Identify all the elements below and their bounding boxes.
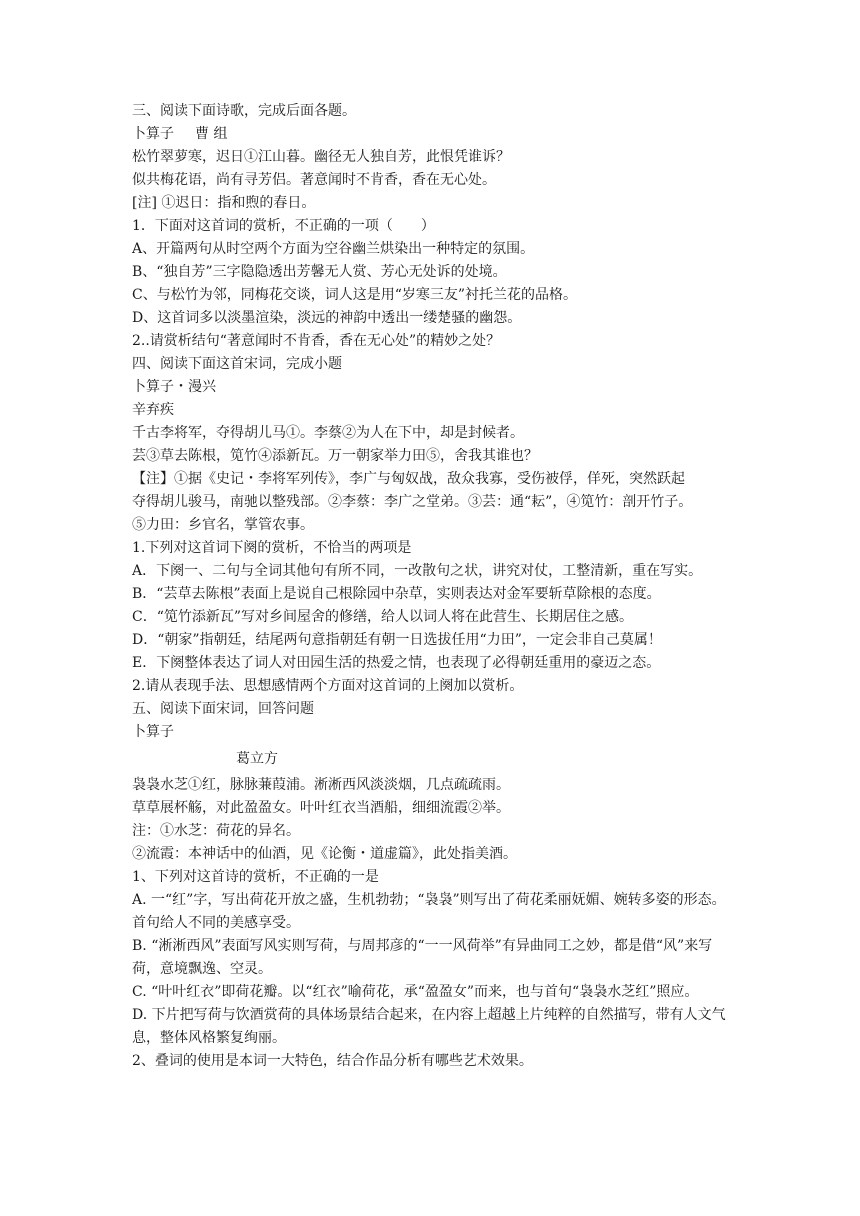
- section-3-q1-option-c: C、与松竹为邻，同梅花交谈，词人这是用“岁寒三友”衬托兰花的品格。: [132, 287, 578, 303]
- section-5-q1-option-b: B. “淅淅西风”表面写风实则写荷，与周邦彦的“一一风荷举”有异曲同工之妙，都是借“风”来写荷，意境飘逸、空灵。: [132, 938, 713, 977]
- section-4-note-line-3: ⑤力田：乡官名，掌管农事。: [132, 517, 314, 533]
- section-4-note-line-1: 【注】①据《史记・李将军列传》，李广与匈奴战，敌众我寡，受伤被俘，佯死，突然跃起: [132, 471, 685, 487]
- section-4-poem-line-1: 千古李将军，夺得胡儿马①。李蔡②为人在下中，却是封候者。: [132, 425, 524, 441]
- section-4-heading: 四、阅读下面这首宋词，完成小题: [132, 356, 342, 372]
- section-4-q1-option-e: E．下阕整体表达了词人对田园生活的热爱之情，也表现了必得朝廷重用的豪迈之态。: [132, 655, 661, 671]
- section-5-poem-line-1: 袅袅水芝①红，脉脉蒹葭浦。淅淅西风淡淡烟，几点疏疏雨。: [132, 777, 510, 793]
- section-3-q1-option-a: A、开篇两句从时空两个方面为空谷幽兰烘染出一种特定的氛围。: [132, 241, 535, 257]
- section-3-q2-stem: 2..请赏析结句“著意闻时不肯香，香在无心处”的精妙之处？: [132, 333, 501, 349]
- section-4-q1-option-a: A．下阕一、二句与全词其他句有所不同，一改散句之状，讲究对仗，工整清新，重在写实。: [132, 563, 703, 579]
- section-4-poem-line-2: 芸③草去陈根，笕竹④添新瓦。万一朝家举力田⑤，舍我其谁也？: [132, 448, 538, 464]
- section-4-poem-author: 辛弃疾: [132, 402, 174, 418]
- section-4-q1-stem: 1.下列对这首词下阕的赏析，不恰当的两项是: [132, 540, 412, 556]
- section-5-poem-author: 葛立方: [236, 751, 278, 767]
- section-5-note-line-1: 注：①水芝：荷花的异名。: [132, 823, 300, 839]
- section-4-poem-title: 卜算子・漫兴: [132, 379, 216, 395]
- section-3-poem-header: [132, 123, 732, 146]
- section-5-poem-line-2: 草草展杯觞，对此盈盈女。叶叶红衣当酒船，细细流霞②举。: [132, 800, 510, 816]
- section-5-q1-option-a: A. 一“红”字，写出荷花开放之盛，生机勃勃；“袅袅”则写出了荷花柔丽妩媚、婉转多姿的形态。首句给人不同的美感享受。: [132, 892, 726, 931]
- section-4-q2-stem: 2.请从表现手法、思想感情两个方面对这首词的上阕加以赏析。: [132, 678, 524, 694]
- section-3-poem-line-2: 似共梅花语，尚有寻芳侣。著意闻时不肯香，香在无心处。: [132, 172, 496, 188]
- section-5-poem-title: 卜算子: [132, 724, 174, 740]
- section-5-q1-option-d: D. 下片把写荷与饮酒赏荷的具体场景结合起来，在内容上超越上片纯粹的自然描写，带有人文气息，整体风格繁复绚丽。: [132, 1007, 726, 1046]
- section-5-heading: 五、阅读下面宋词，回答问题: [132, 701, 314, 717]
- section-3-poem-author: 曹 组: [195, 126, 228, 142]
- section-5-q2-stem: 2、叠词的使用是本词一大特色，结合作品分析有哪些艺术效果。: [132, 1053, 533, 1069]
- section-4-q1-option-c: C．“笕竹添新瓦”写对乡间屋舍的修缮，给人以词人将在此营生、长期居住之感。: [132, 609, 634, 625]
- section-3-q1-stem: 1．下面对这首词的赏析，不正确的一项（ ）: [132, 218, 435, 234]
- section-3-poem-title: 卜算子: [132, 126, 174, 142]
- section-3-poem-line-1: 松竹翠萝寒，迟日①江山暮。幽径无人独自芳，此恨凭谁诉？: [132, 149, 510, 165]
- section-4-q1-option-d: D．“朝家”指朝廷，结尾两句意指朝廷有朝一日选拔任用“力田”，一定会非自己莫属！: [132, 632, 662, 648]
- section-3-q1-option-b: B、“独自芳”三字隐隐透出芳馨无人赏、芳心无处诉的处境。: [132, 264, 507, 280]
- section-4-note-line-2: 夺得胡儿骏马，南驰以整残部。②李蔡：李广之堂弟。③芸：通“耘”，④笕竹：剖开竹子。: [132, 494, 693, 510]
- section-3-heading: 三、阅读下面诗歌，完成后面各题。: [132, 103, 356, 119]
- section-5-note-line-2: ②流霞：本神话中的仙酒，见《论衡・道虚篇》，此处指美酒。: [132, 846, 517, 862]
- section-5-q1-option-c: C. “叶叶红衣”即荷花瓣。以“红衣”喻荷花，承“盈盈女”而来，也与首句“袅袅水芝红”照应。: [132, 984, 699, 1000]
- section-3-q1-option-d: D、这首词多以淡墨渲染，淡远的神韵中透出一缕楚骚的幽怨。: [132, 310, 522, 326]
- section-4-q1-option-b: B．“芸草去陈根”表面上是说自己根除园中杂草，实则表达对金军要斩草除根的态度。: [132, 586, 661, 602]
- document-page: [132, 100, 732, 1073]
- section-5-q1-stem: 1、下列对这首诗的赏析，不正确的一是: [132, 869, 379, 885]
- section-3-note: [注] ①迟日：指和煦的春日。: [132, 195, 316, 211]
